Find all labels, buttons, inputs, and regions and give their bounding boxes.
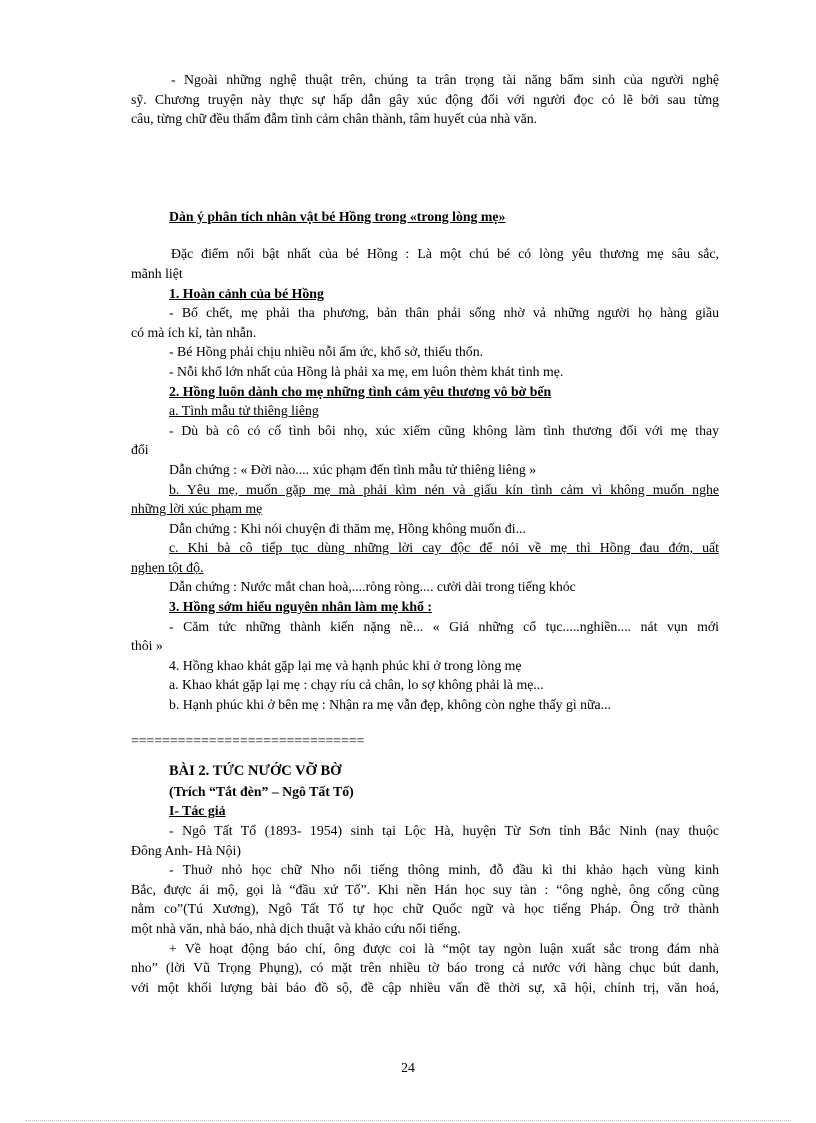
subsection-heading: nghẹn tột độ. xyxy=(131,559,204,575)
separator-line: ============================== xyxy=(131,732,365,748)
page-number: 24 xyxy=(401,1060,415,1075)
section-heading: 4. Hồng khao khát gặp lại mẹ và hạnh phúc khi ở trong lòng mẹ xyxy=(169,657,522,673)
paragraph-line: + Về hoạt động báo chí, ông được coi là “một tay ngòn luận xuất sắc trong đám nhà xyxy=(169,940,719,956)
document-page xyxy=(131,70,719,997)
section-heading: 3. Hồng sớm hiểu nguyên nhân làm mẹ khổ : xyxy=(169,599,432,615)
paragraph-line: một nhà văn, nhà báo, nhà dịch thuật và khảo cứu nổi tiếng. xyxy=(131,920,461,936)
lesson-title: BÀI 2. TỨC NƯỚC VỠ BỜ xyxy=(169,763,342,780)
evidence-text: Dẫn chứng : Nước mắt chan hoà,....ròng ròng.... cười dài trong tiếng khóc xyxy=(169,579,576,595)
paragraph-line: với một khối lượng bài báo đồ sộ, đề cập nhiều vấn đề thời sự, xã hội, chính trị, văn hoá, xyxy=(131,979,719,995)
evidence-text: Dẫn chứng : « Đời nào.... xúc phạm đến tình mẫu tử thiêng liêng » xyxy=(169,461,537,477)
outline-title: Dàn ý phân tích nhân vật bé Hồng trong «trong lòng mẹ» xyxy=(169,208,506,224)
section-heading: 2. Hồng luôn dành cho mẹ những tình cảm yêu thương vô bờ bến xyxy=(169,383,552,399)
paragraph-line: Bắc, được ái mộ, gọi là “đầu xứ Tố”. Khi nền Hán học suy tàn : “ông nghè, ông cống cũng xyxy=(131,881,719,897)
outline-text: - Bé Hồng phải chịu nhiều nỗi ấm ức, khổ sở, thiếu thốn. xyxy=(169,344,484,360)
subsection-heading: những lời xúc phạm mẹ xyxy=(131,501,263,517)
page-bottom-border xyxy=(25,1120,791,1121)
outline-text: - Căm tức những thành kiến nặng nề... « Giá những cổ tục.....nghiền.... nát vụn mới xyxy=(169,618,719,634)
outline-text: thôi » xyxy=(131,638,163,654)
paragraph-line: - Thuở nhỏ học chữ Nho nổi tiếng thông minh, đỗ đầu kì thi khảo hạch vùng kinh xyxy=(169,862,719,878)
evidence-text: Dẫn chứng : Khi nói chuyện đi thăm mẹ, Hồng không muốn đi... xyxy=(169,520,526,536)
outline-text: Đặc điểm nổi bật nhất của bé Hồng : Là một chú bé có lòng yêu thương mẹ sâu sắc, xyxy=(171,246,719,262)
outline-text: a. Khao khát gặp lại mẹ : chạy ríu cả chân, lo sợ không phải là mẹ... xyxy=(169,677,544,693)
intro-line: - Ngoài những nghệ thuật trên, chúng ta trân trọng tài năng bẩm sinh của người nghệ xyxy=(171,72,719,87)
paragraph-line: Đông Anh- Hà Nội) xyxy=(131,842,241,858)
subsection-heading: c. Khi bà cô tiếp tục dùng những lời cay độc để nói về mẹ thì Hồng đau đớn, uất xyxy=(169,540,719,556)
intro-line: sỹ. Chương truyện này thực sự hấp dẫn gây xúc động đối với người đọc có lẽ bởi sau từng xyxy=(131,91,719,107)
lesson-subtitle: (Trích “Tắt đèn” – Ngô Tất Tố) xyxy=(169,783,354,799)
paragraph-line: - Ngô Tất Tố (1893- 1954) sinh tại Lộc Hà, huyện Từ Sơn tỉnh Bắc Ninh (nay thuộc xyxy=(169,823,719,838)
outline-text: mãnh liệt xyxy=(131,265,183,281)
outline-text: đổi xyxy=(131,442,149,458)
paragraph-line: nho” (lời Vũ Trọng Phụng), có mặt trên nhiều tờ báo trong cả nước với hàng chục bút danh, xyxy=(131,960,719,976)
subsection-heading: b. Yêu mẹ, muốn gặp mẹ mà phải kìm nén và giấu kín tình cảm vì không muốn nghe xyxy=(169,481,719,497)
intro-line: câu, từng chữ đều thấm đẫm tình cảm chân thành, tâm huyết của nhà văn. xyxy=(131,111,538,127)
outline-text: có mà ích kỉ, tàn nhẫn. xyxy=(131,324,257,340)
outline-text: - Nỗi khổ lớn nhất của Hồng là phải xa mẹ, em luôn thèm khát tình mẹ. xyxy=(169,363,564,379)
outline-text: b. Hạnh phúc khi ở bên mẹ : Nhận ra mẹ vẫn đẹp, không còn nghe thấy gì nữa... xyxy=(169,697,611,713)
outline-text: - Bố chết, mẹ phải tha phương, bản thân phải sống nhờ vả những người họ hàng giầu xyxy=(169,305,719,321)
section-heading: I- Tác giả xyxy=(169,803,226,819)
outline-text: - Dù bà cô có cố tình bôi nhọ, xúc xiểm cũng không làm tình thương đối với mẹ thay xyxy=(169,422,719,438)
paragraph-line: nằm co”(Tú Xương), Ngô Tất Tố tự học chữ Quốc ngữ và học tiếng Pháp. Ông trở thành xyxy=(131,901,719,917)
subsection-heading: a. Tình mẫu tử thiêng liêng xyxy=(169,403,319,419)
section-heading: 1. Hoàn cảnh của bé Hồng xyxy=(169,285,324,301)
